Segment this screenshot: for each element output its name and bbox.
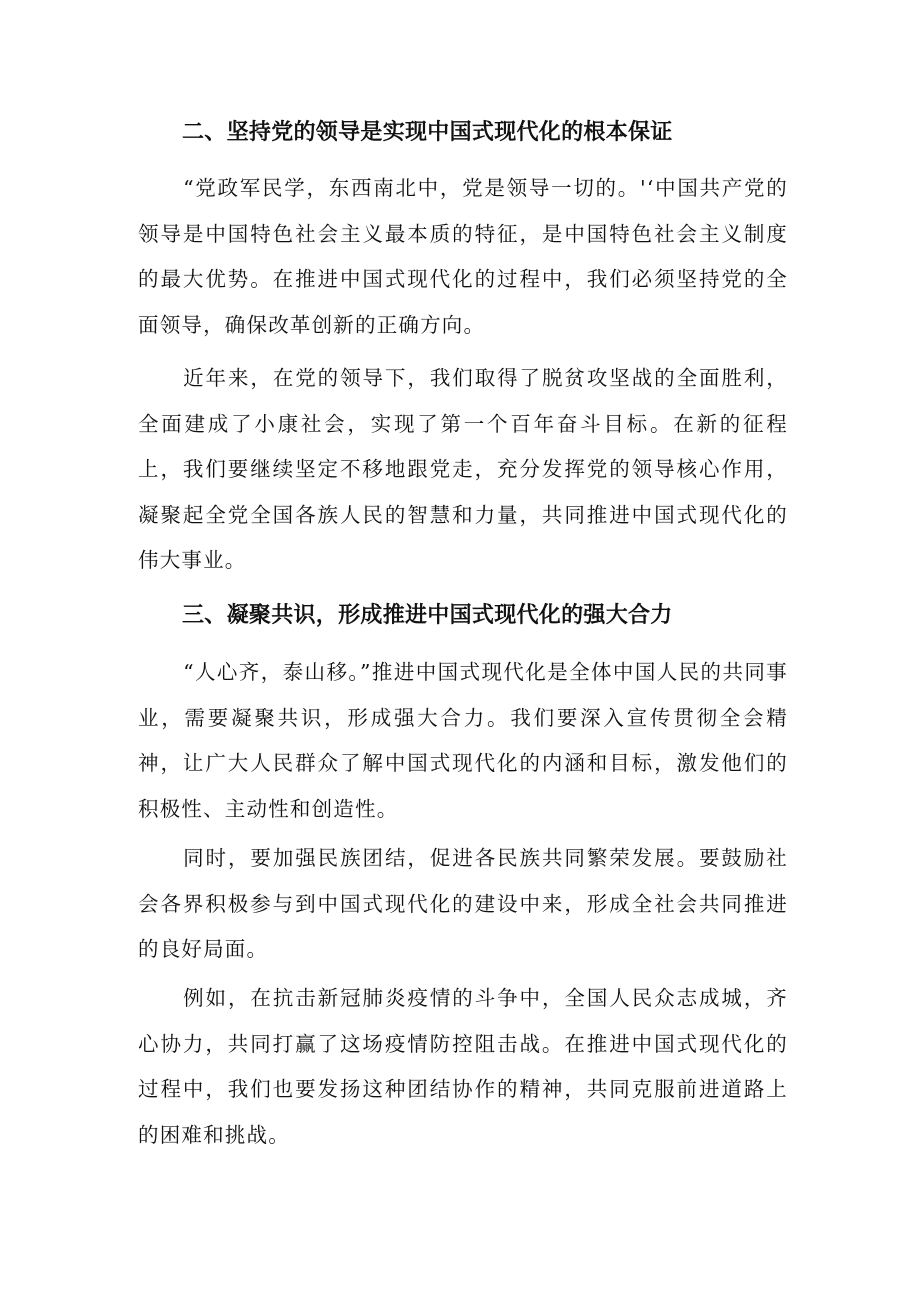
section-heading-3: 三、凝聚共识，形成推进中国式现代化的强大合力: [182, 603, 673, 628]
section-heading-2: 二、坚持党的领导是实现中国式现代化的根本保证: [182, 120, 673, 145]
paragraph-3-2: 同时，要加强民族团结，促进各民族共同繁荣发展。要鼓励社会各界积极参与到中国式现代化的建设中来，形成全社会共同推进的良好局面。: [138, 846, 788, 961]
paragraph-2-2: 近年来，在党的领导下，我们取得了脱贫攻坚战的全面胜利，全面建成了小康社会，实现了第一个百年奋斗目标。在新的征程上，我们要继续坚定不移地跟党走，充分发挥党的领导核心作用，凝聚起全党全国各族人民的智慧和力量，共同推进中国式现代化的伟大事业。: [138, 366, 788, 572]
paragraph-2-1: “党政军民学，东西南北中，党是领导一切的。'‘中国共产党的领导是中国特色社会主义最本质的特征，是中国特色社会主义制度的最大优势。在推进中国式现代化的过程中，我们必须坚持党的全面领导，确保改革创新的正确方向。: [138, 176, 788, 337]
paragraph-3-3: 例如，在抗击新冠肺炎疫情的斗争中，全国人民众志成城，齐心协力，共同打赢了这场疫情防控阻击战。在推进中国式现代化的过程中，我们也要发扬这种团结协作的精神，共同克服前进道路上的困难和挑战。: [138, 986, 788, 1147]
paragraph-3-1: “人心齐，泰山移。”推进中国式现代化是全体中国人民的共同事业，需要凝聚共识，形成强大合力。我们要深入宣传贯彻全会精神，让广大人民群众了解中国式现代化的内涵和目标，激发他们的积极性、主动性和创造性。: [138, 660, 788, 821]
